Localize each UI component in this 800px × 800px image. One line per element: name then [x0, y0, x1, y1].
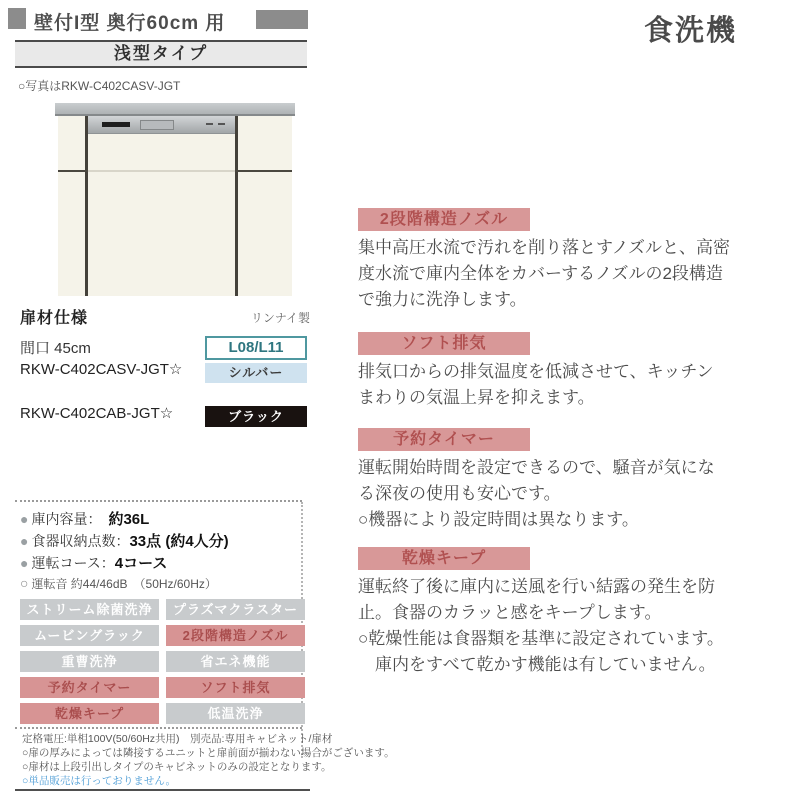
- footnote: ○扉材は上段引出しタイプのキャビネットのみの設定となります。: [22, 761, 332, 773]
- door-frame-badge: L08/L11: [205, 336, 307, 360]
- feature-note: ○機器により設定時間は異なります。: [358, 510, 639, 529]
- header-bar-decoration: [256, 10, 308, 29]
- feature-tag: 低温洗浄: [166, 703, 305, 724]
- photo-caption: ○写真はRKW-C402CASV-JGT: [18, 79, 181, 93]
- spec-row-capacity: [20, 508, 149, 529]
- feature-section-dry-keep: [358, 547, 738, 678]
- bottom-rule: [15, 789, 310, 791]
- feature-description: 排気口からの排気温度を低減させて、キッチンまわりの気温上昇を抑えます。: [358, 362, 714, 407]
- bullet-icon: ○: [20, 575, 29, 591]
- photo-panel-gap-left: [85, 116, 88, 296]
- spec-label: 庫内容量：: [31, 511, 109, 527]
- type-banner: 浅型タイプ: [15, 40, 307, 68]
- opening-width-label: 間口 45cm: [20, 340, 91, 357]
- feature-tag: ムービングラック: [20, 625, 159, 646]
- spec-value: 4コース: [114, 555, 168, 572]
- maker-label: リンナイ製: [250, 311, 310, 325]
- feature-description: 運転終了後に庫内に送風を行い結露の発生を防止。食器のカラッと感をキープします。: [358, 577, 715, 622]
- feature-note: ○乾燥性能は食器類を基準に設定されています。: [358, 629, 724, 648]
- color-badge-silver: シルバー: [205, 363, 307, 383]
- spec-value: （50Hz/60Hz）: [139, 577, 217, 591]
- spec-label: 食器収納点数：: [31, 533, 130, 549]
- feature-heading: ソフト排気: [358, 332, 530, 355]
- feature-note: 庫内をすべて乾かす機能は有していません。: [375, 655, 716, 674]
- control-panel-mark: [218, 123, 225, 125]
- feature-description: 運転開始時間を設定できるので、騒音が気になる深夜の使用も安心です。: [358, 458, 715, 503]
- feature-section-soft-exhaust: [358, 332, 738, 411]
- color-badge-black: ブラック: [205, 406, 307, 427]
- control-panel-mark: [206, 123, 213, 125]
- dotted-separator-top: [15, 500, 302, 502]
- spec-row-courses: [20, 552, 167, 573]
- feature-tag: 省エネ機能: [166, 651, 305, 672]
- photo-control-panel: [88, 116, 235, 134]
- header-square-icon: [8, 8, 26, 29]
- feature-tag: ストリーム除菌洗浄: [20, 599, 159, 620]
- feature-tag-active: 予約タイマー: [20, 677, 159, 698]
- feature-description: 集中高圧水流で汚れを削り落とすノズルと、高密度水流で庫内全体をカバーするノズルの2段構造で強力に洗浄します。: [358, 238, 730, 309]
- door-spec-heading: 扉材仕様: [20, 310, 89, 327]
- photo-door-seam: [88, 170, 235, 172]
- bullet-icon: ●: [20, 533, 29, 549]
- photo-cabinet-body: [58, 116, 292, 296]
- model-code-black: RKW-C402CAB-JGT☆: [20, 405, 174, 422]
- feature-tag-active: ソフト排気: [166, 677, 305, 698]
- spec-value: 33点 (約4人分): [129, 533, 229, 550]
- feature-tag: 重曹洗浄: [20, 651, 159, 672]
- dotted-separator-bottom: [15, 727, 302, 729]
- feature-section-nozzle: [358, 208, 738, 313]
- bullet-icon: ●: [20, 511, 29, 527]
- feature-tag: プラズマクラスター: [166, 599, 305, 620]
- footnote: ○扉の厚みによっては隣接するユニットと扉前面が揃わない場合がございます。: [22, 747, 395, 759]
- feature-tag-active: 2段階構造ノズル: [166, 625, 305, 646]
- feature-heading: 乾燥キープ: [358, 547, 530, 570]
- spec-label: 運転音 約44/46dB: [31, 577, 140, 591]
- feature-heading: 予約タイマー: [358, 428, 530, 451]
- spec-row-noise: [20, 575, 217, 592]
- photo-countertop: [55, 103, 295, 116]
- photo-panel-gap-right: [235, 116, 238, 296]
- category-title: 食洗機: [643, 15, 737, 47]
- control-panel-buttons: [102, 122, 130, 127]
- control-panel-handle: [140, 120, 174, 130]
- spec-row-dishes: [20, 530, 229, 551]
- footnote-blue: ○単品販売は行っておりません。: [22, 775, 176, 787]
- spec-value: 約36L: [108, 511, 150, 528]
- model-code-silver: RKW-C402CASV-JGT☆: [20, 361, 183, 378]
- dishwasher-photo: [55, 100, 295, 298]
- feature-section-timer: [358, 428, 738, 533]
- footnote: 定格電圧:単相100V(50/60Hz共用) 別売品:専用キャビネット/扉材: [22, 733, 333, 745]
- feature-heading: 2段階構造ノズル: [358, 208, 530, 231]
- spec-label: 運転コース：: [31, 555, 115, 571]
- bullet-icon: ●: [20, 555, 29, 571]
- feature-tag-active: 乾燥キープ: [20, 703, 159, 724]
- page-title: 壁付I型 奥行60cm 用: [34, 13, 226, 34]
